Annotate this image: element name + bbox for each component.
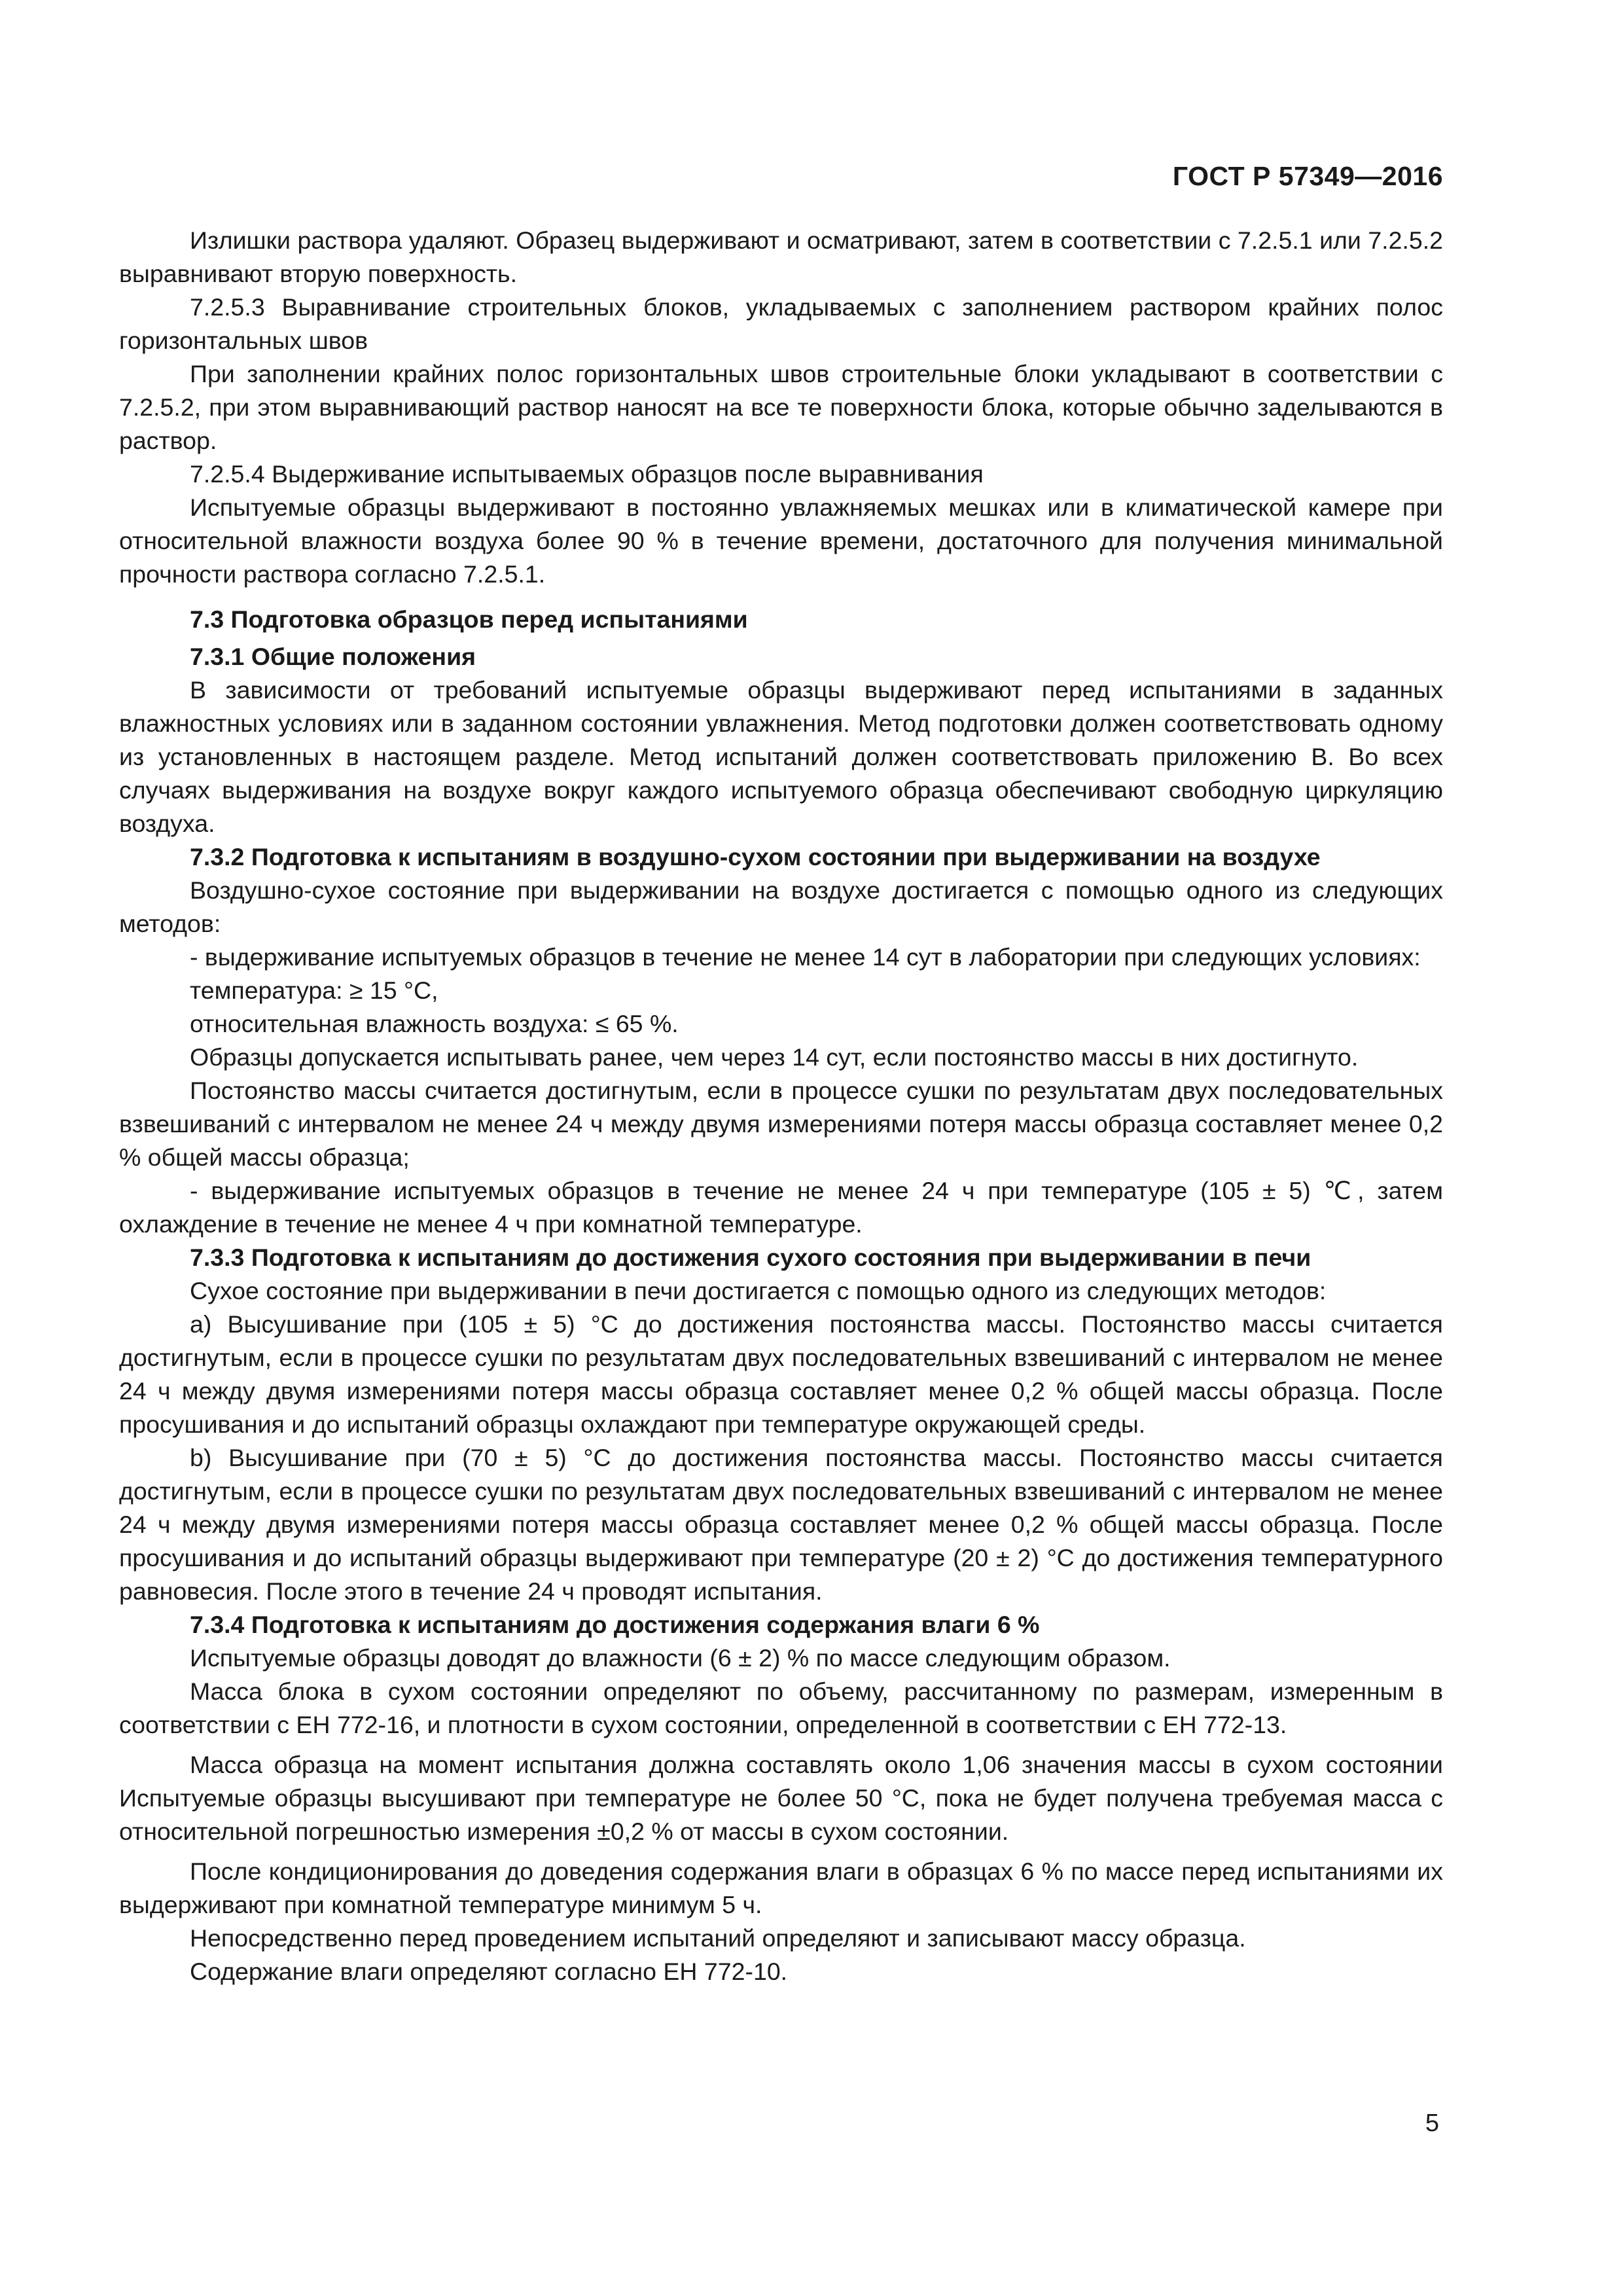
paragraph: Излишки раствора удаляют. Образец выдерживают и осматривают, затем в соответствии с 7.2.5.1 или 7.2.5.2 выравнивают вторую поверхность. xyxy=(119,226,1443,287)
paragraph: Масса образца на момент испытания должна составлять около 1,06 значения массы в сухом состоянии Испытуемые образцы высушивают при температуре не более 50 °С, пока не будет получена требуемая масса с относительной погрешностью измерения ±0,2 % от массы в сухом состоянии. xyxy=(119,1751,1443,1845)
list-item-a: а) Высушивание при (105 ± 5) °С до достижения постоянства массы. Постоянство массы считается достигнутым, если в процессе сушки по результатам двух последовательных взвешиваний с интервалом не менее 24 ч между двумя измерениями потеря массы образца составляет менее 0,2 % общей массы образца. После просушивания и до испытаний образцы охлаждают при температуре окружающей среды. xyxy=(119,1310,1443,1438)
paragraph: При заполнении крайних полос горизонтальных швов строительные блоки укладывают в соответствии с 7.2.5.2, при этом выравнивающий раствор наносят на все те поверхности блока, которые обычно заделываются в раствор. xyxy=(119,360,1443,454)
document-code: ГОСТ Р 57349—2016 xyxy=(1172,161,1443,191)
section-heading-7-3-3: 7.3.3 Подготовка к испытаниям до достижения сухого состояния при выдерживании в печи xyxy=(190,1244,1311,1271)
paragraph: Сухое состояние при выдерживании в печи достигается с помощью одного из следующих методов: xyxy=(190,1277,1327,1304)
section-heading-7-3-4: 7.3.4 Подготовка к испытаниям до достижения содержания влаги 6 % xyxy=(190,1611,1040,1638)
section-heading-7-3-1: 7.3.1 Общие положения xyxy=(190,643,476,670)
paragraph: Постоянство массы считается достигнутым, если в процессе сушки по результатам двух последовательных взвешиваний с интервалом не менее 24 ч между двумя измерениями потеря массы образца составляет менее 0,2 % общей массы образца; xyxy=(119,1077,1443,1171)
paragraph: Масса блока в сухом состоянии определяют по объему, рассчитанному по размерам, измеренным в соответствии с ЕН 772-16, и плотности в сухом состоянии, определенной в соответствии с ЕН 772-13. xyxy=(119,1677,1443,1738)
list-item: - выдерживание испытуемых образцов в течение не менее 14 сут в лаборатории при следующих условиях: xyxy=(190,943,1421,971)
paragraph: После кондиционирования до доведения содержания влаги в образцах 6 % по массе перед испытаниями их выдерживают при комнатной температуре минимум 5 ч. xyxy=(119,1857,1443,1918)
paragraph: Испытуемые образцы выдерживают в постоянно увлажняемых мешках или в климатической камере при относительной влажности воздуха более 90 % в течение времени, достаточного для получения минимальной прочности раствора согласно 7.2.5.1. xyxy=(119,493,1443,588)
condition-humidity: относительная влажность воздуха: ≤ 65 %. xyxy=(190,1010,679,1037)
list-item-b: b) Высушивание при (70 ± 5) °С до достижения постоянства массы. Постоянство массы считается достигнутым, если в процессе сушки по результатам двух последовательных взвешиваний с интервалом не менее 24 ч между двумя измерениями потеря массы образца составляет менее 0,2 % общей массы образца. После просушивания и до испытаний образцы выдерживают при температуре (20 ± 2) °С до достижения температурного равновесия. После этого в течение 24 ч проводят испытания. xyxy=(119,1444,1443,1605)
list-item: - выдерживание испытуемых образцов в течение не менее 24 ч при температуре (105 ± 5) ℃, затем охлаждение в течение не менее 4 ч при комнатной температуре. xyxy=(119,1177,1443,1238)
subclause-7-2-5-3: 7.2.5.3 Выравнивание строительных блоков, укладываемых с заполнением раствором крайних полос горизонтальных швов xyxy=(119,293,1443,354)
page-number: 5 xyxy=(1425,2109,1439,2137)
condition-temperature: температура: ≥ 15 °С, xyxy=(190,977,438,1004)
paragraph: Содержание влаги определяют согласно ЕН 772-10. xyxy=(190,1958,788,1985)
document-body xyxy=(119,224,1443,1988)
subclause-7-2-5-4: 7.2.5.4 Выдерживание испытываемых образцов после выравнивания xyxy=(190,460,984,488)
section-heading-7-3-2: 7.3.2 Подготовка к испытаниям в воздушно-сухом состоянии при выдерживании на воздухе xyxy=(190,843,1321,870)
paragraph: Испытуемые образцы доводят до влажности (6 ± 2) % по массе следующим образом. xyxy=(190,1644,1171,1672)
paragraph: В зависимости от требований испытуемые образцы выдерживают перед испытаниями в заданных влажностных условиях или в заданном состоянии увлажнения. Метод подготовки должен соответствовать одному из установленных в настоящем разделе. Метод испытаний должен соответствовать приложению В. Во всех случаях выдерживания на воздухе вокруг каждого испытуемого образца обеспечивают свободную циркуляцию воздуха. xyxy=(119,676,1443,837)
paragraph: Непосредственно перед проведением испытаний определяют и записывают массу образца. xyxy=(190,1924,1246,1952)
section-heading-7-3: 7.3 Подготовка образцов перед испытаниями xyxy=(190,605,748,633)
paragraph: Образцы допускается испытывать ранее, чем через 14 сут, если постоянство массы в них достигнуто. xyxy=(190,1043,1359,1071)
paragraph: Воздушно-сухое состояние при выдерживании на воздухе достигается с помощью одного из следующих методов: xyxy=(119,876,1443,937)
